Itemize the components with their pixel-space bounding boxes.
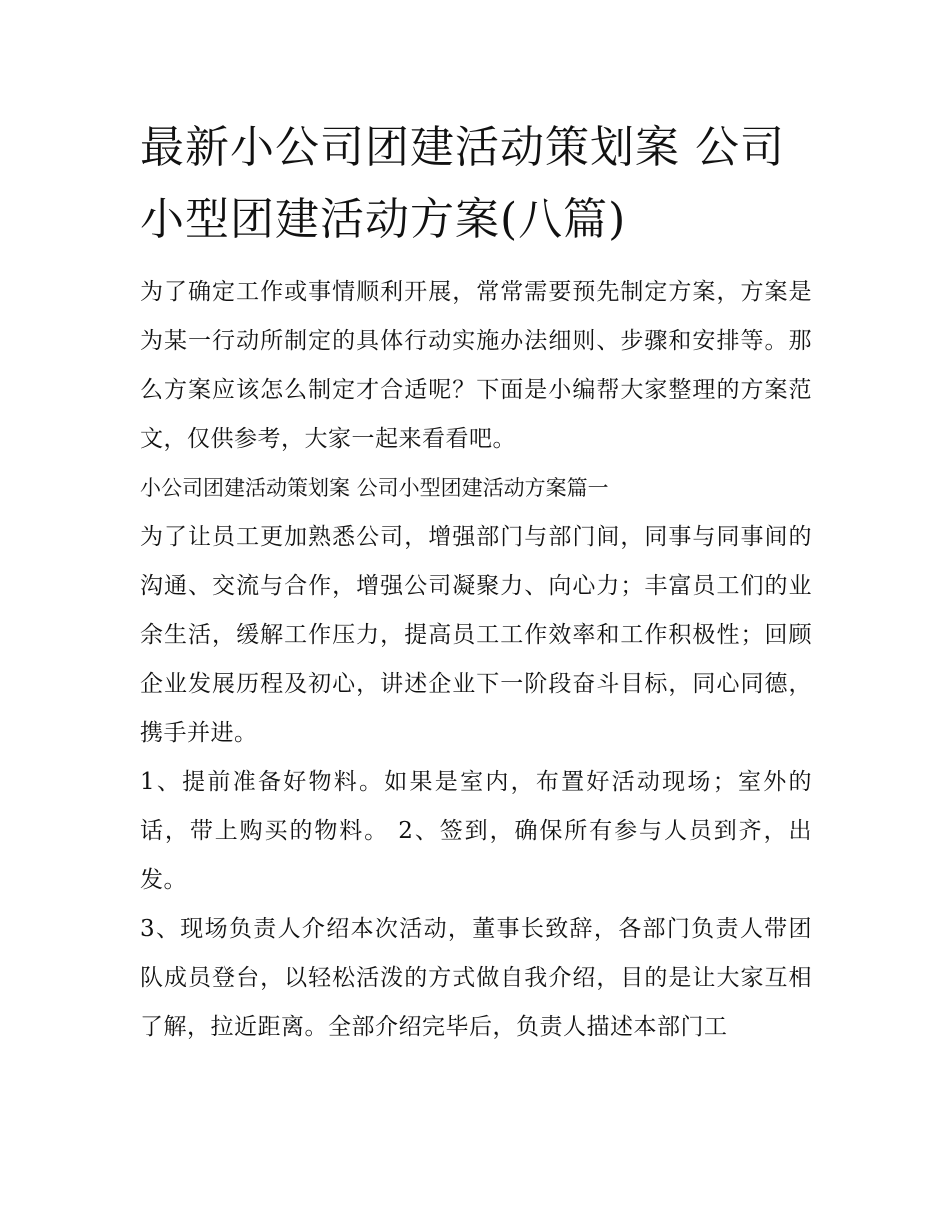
intro-paragraph: 为了确定工作或事情顺利开展，常常需要预先制定方案，方案是为某一行动所制定的具体行动实施办法细则、步骤和安排等。那么方案应该怎么制定才合适呢？下面是小编帮大家整理的方案范文，仅供参考，大家一起来看看吧。 — [140, 279, 812, 452]
step-1-2-paragraph: 1、提前准备好物料。如果是室内，布置好活动现场；室外的话，带上购买的物料。 2、签到，确保所有参与人员到齐，出发。 — [140, 769, 812, 893]
section-heading: 小公司团建活动策划案 公司小型团建活动方案篇一 — [140, 476, 609, 500]
step-3-paragraph: 3、现场负责人介绍本次活动，董事长致辞，各部门负责人带团队成员登台，以轻松活泼的方式做自我介绍，目的是让大家互相了解，拉近距离。全部介绍完毕后，负责人描述本部门工 — [140, 916, 812, 1040]
purpose-paragraph: 为了让员工更加熟悉公司，增强部门与部门间，同事与同事间的沟通、交流与合作，增强公司凝聚力、向心力；丰富员工们的业余生活，缓解工作压力，提高员工工作效率和工作积极性；回顾企业发展历程及初心，讲述企业下一阶段奋斗目标，同心同德，携手并进。 — [140, 524, 812, 746]
document-title: 最新小公司团建活动策划案 公司小型团建活动方案(八篇) — [140, 122, 785, 245]
document-page — [140, 112, 812, 1052]
